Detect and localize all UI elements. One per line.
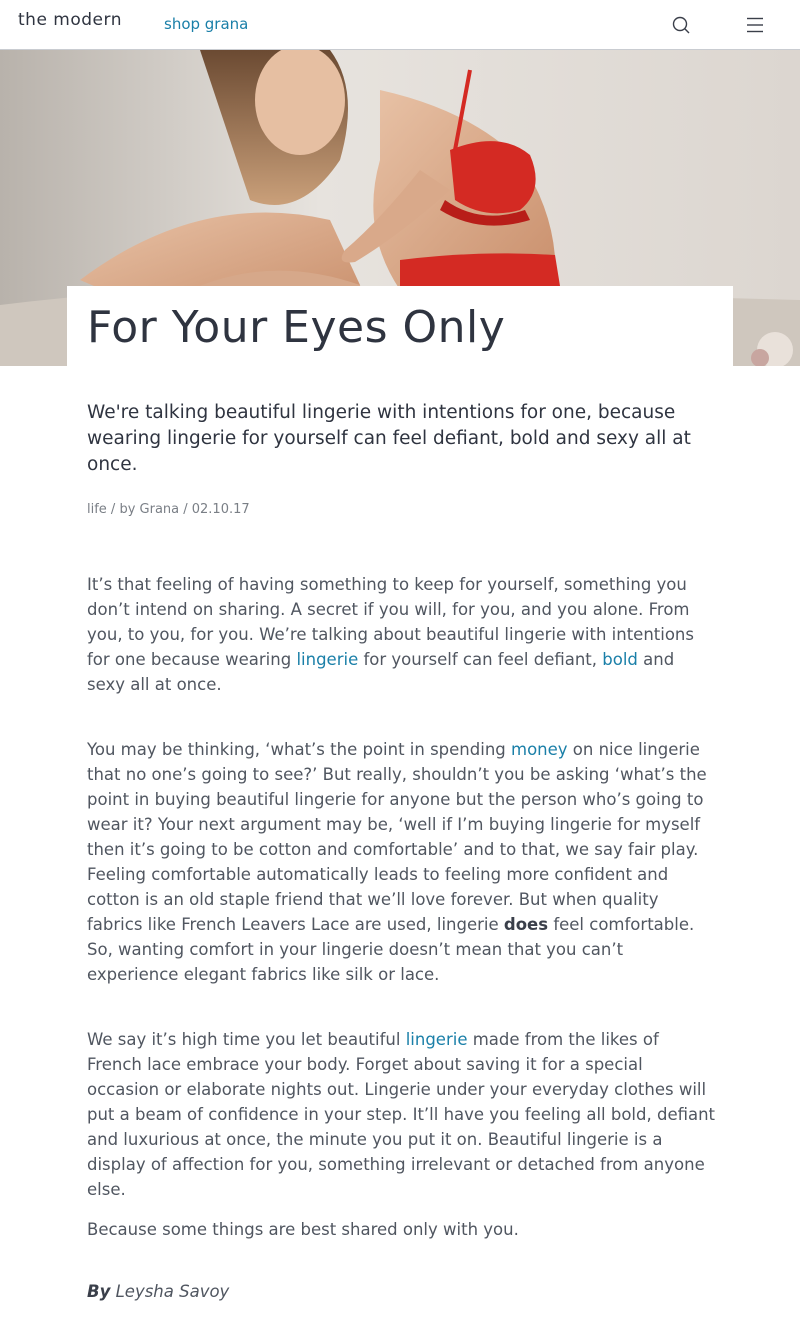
p3-text-a: We say it’s high time you let beautiful [87,1030,406,1049]
p2-bold-does: does [503,915,549,934]
paragraph-2 [87,737,717,987]
p2-text-b: on nice lingerie that no one’s going to see?’ But really, shouldn’t you be asking ‘what’s the point in buying beautiful lingerie for anyone but the person who’s going to wear it? Your next argument may be, ‘well if I’m buying lingerie for myself then it’s going to be cotton and comfortable’ and to that, we say fair play. Feeling comfortable automatically leads to feeling more confident and cotton is an old staple friend that we’ll love forever. But when quality fabrics like French Leavers Lace are used, lingerie [87,740,707,934]
lingerie-link-2[interactable]: lingerie [405,1030,468,1049]
p3-text-b: made from the likes of French lace embrace your body. Forget about saving it for a special occasion or elaborate nights out. Lingerie under your everyday clothes will put a beam of confidence in your step. It’ll have you feeling all bold, defiant and luxurious at once, the minute you put it on. Beautiful lingerie is a display of affection for you, something irrelevant or detached from anyone else. [87,1030,716,1199]
byline-prefix: By [87,1282,111,1301]
article-lede: We're talking beautiful lingerie with intentions for one, because wearing lingerie for yourself can feel defiant, bold and sexy all at once. [87,402,691,475]
p1-text-a: It’s that feeling of having something to keep for yourself, something you don’t intend on sharing. A secret if you will, for you, and you alone. From you, to you, for you. We’re talking about beautiful lingerie with intentions for one because wearing [87,575,694,669]
paragraph-4: Because some things are best shared only with you. [87,1220,519,1239]
p2-text-c: feel comfortable. So, wanting comfort in your lingerie doesn’t mean that you can’t experience elegant fabrics like silk or lace. [87,915,695,984]
p1-text-c: and sexy all at once. [87,650,675,694]
site-header [0,0,800,50]
byline-author: Leysha Savoy [115,1282,230,1301]
paragraph-1 [87,572,717,697]
paragraph-3 [87,1027,717,1202]
article-body [87,400,717,1301]
search-icon[interactable] [669,13,693,37]
lingerie-link[interactable]: lingerie [296,650,359,669]
site-logo[interactable]: the modern [18,10,122,30]
p1-text-b: for yourself can feel defiant, [358,650,603,669]
title-card [67,286,733,366]
article-meta: life / by Grana / 02.10.17 [87,502,250,517]
author-byline [87,1282,229,1301]
page-title: For Your Eyes Only [87,302,506,353]
bold-link[interactable]: bold [602,650,638,669]
shop-grana-link[interactable]: shop grana [164,15,249,33]
hamburger-menu-icon[interactable] [743,13,767,37]
money-link[interactable]: money [511,740,568,759]
p2-text-a: You may be thinking, ‘what’s the point in spending [87,740,511,759]
